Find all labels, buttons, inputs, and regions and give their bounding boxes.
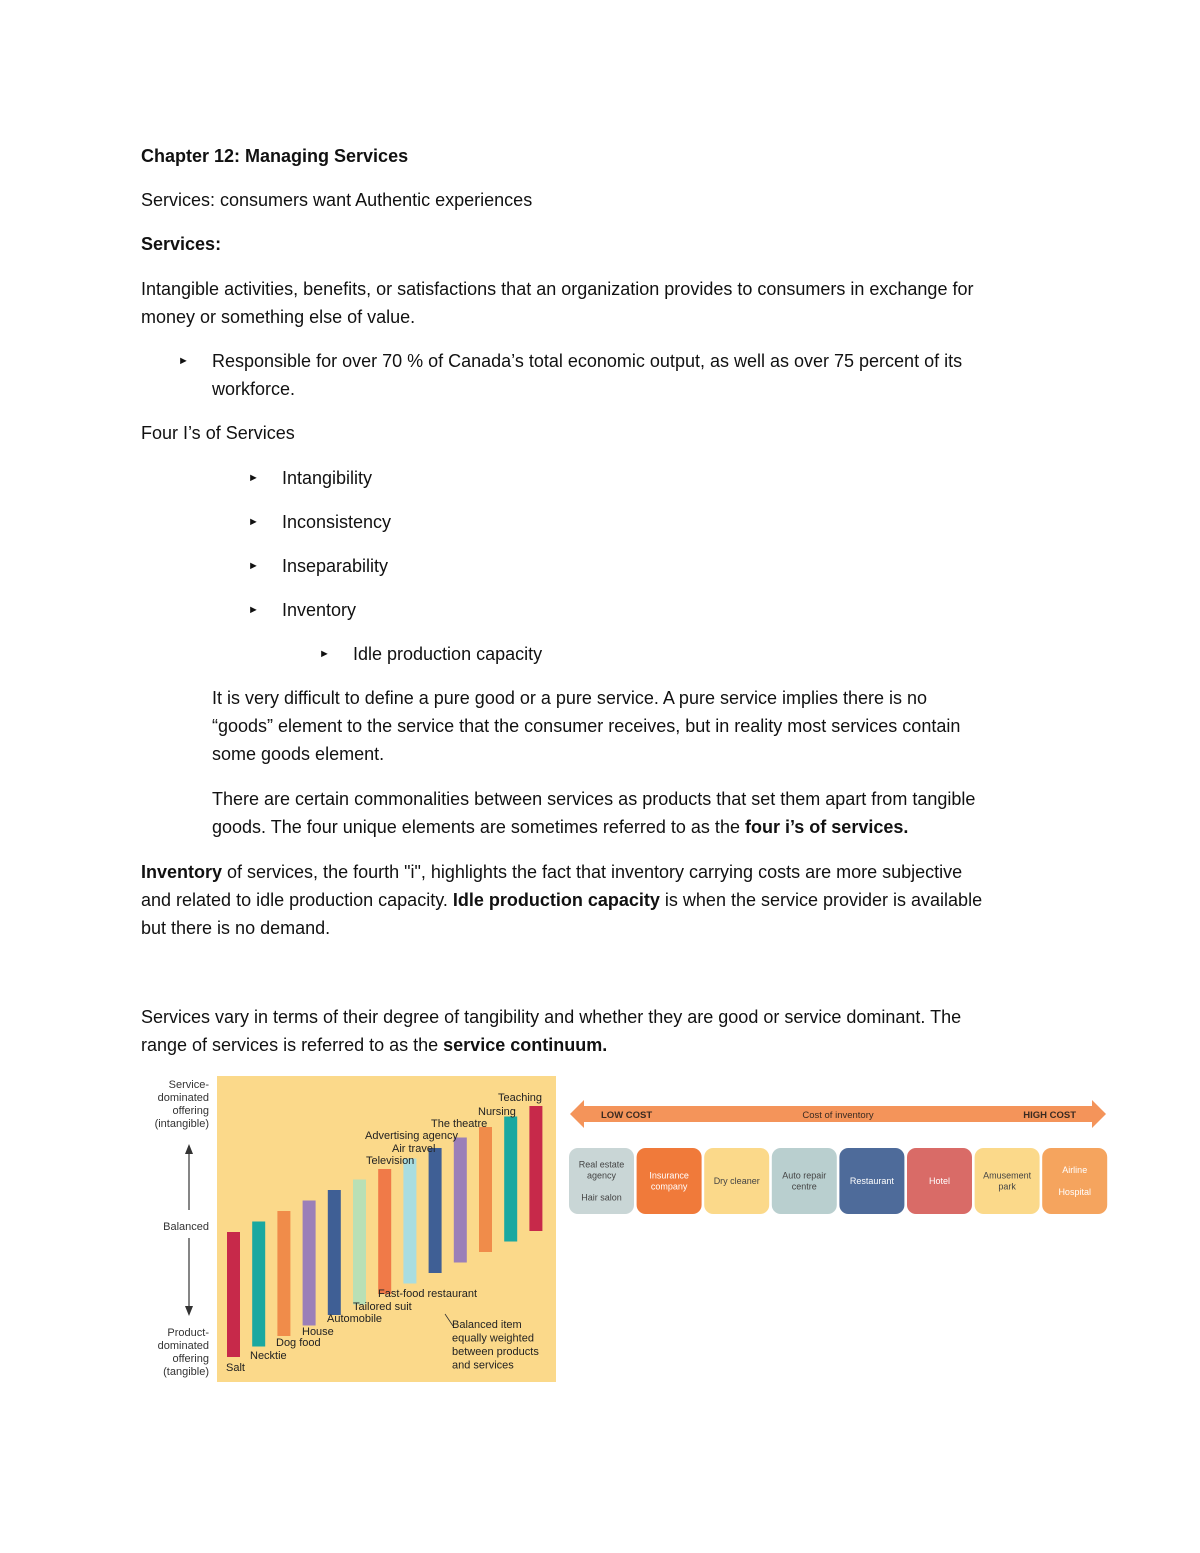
service-chip-label: centre [791,1181,817,1192]
list-item: Intangibility [282,468,373,488]
service-chip [1042,1148,1107,1214]
services-heading: Services: [141,234,222,254]
fact-line-2: workforce. [212,379,296,399]
service-chip-label: Real estate [578,1159,625,1170]
axis-top-label: Service- [168,1079,209,1091]
continuum-bar [479,1127,492,1252]
service-chip-label: Hotel [928,1176,951,1186]
continuum-bar [454,1138,467,1263]
paragraph-3-text: of services, the fourth "i", highlights the fact that inventory carrying costs are more subjective [222,862,963,882]
service-chip [569,1148,634,1214]
continuum-item-label: Necktie [250,1350,287,1362]
continuum-item-label: Dog food [276,1337,321,1349]
service-chip-label: Insurance [649,1170,689,1181]
definition-line-2: money or something else of value. [141,307,416,327]
cost-axis-label: Cost of inventory [802,1110,874,1121]
page-title: Chapter 12: Managing Services [141,146,409,166]
continuum-bar [429,1148,442,1273]
paragraph-4-line-2 [141,1031,607,1059]
service-chip-label: Dry cleaner [713,1176,760,1186]
continuum-bar [328,1190,341,1315]
definition-line-1: Intangible activities, benefits, or satisfactions that an organization provides to consumers in exchange for [141,279,974,299]
service-chip-label: agency [586,1170,617,1181]
service-chip-label: Hair salon [581,1192,622,1203]
idle-capacity-term: Idle production capacity [452,890,660,910]
continuum-item-label: Tailored suit [353,1301,412,1313]
bullet-marker: ► [319,648,330,660]
axis-top-label: dominated [157,1092,209,1104]
paragraph-2-line-2 [212,813,908,841]
bullet-marker: ► [248,516,259,528]
paragraph-2-line-1: There are certain commonalities between services as products that set them apart from tangible [212,789,976,809]
service-chip-label: Airline [1062,1165,1088,1175]
continuum-item-label: Air travel [392,1143,436,1155]
service-chip-label: park [998,1181,1016,1192]
continuum-bar [252,1222,265,1347]
continuum-item-label: Salt [226,1362,245,1374]
continuum-item-label: Television [366,1155,415,1167]
balanced-note-line: Balanced item [452,1319,522,1331]
high-cost-label: HIGH COST [1023,1110,1076,1121]
inventory-term: Inventory [141,862,223,882]
arrowhead-up-icon [185,1144,193,1154]
paragraph-3-text: and related to idle production capacity. [141,890,453,910]
service-continuum-term: service continuum. [443,1035,608,1055]
continuum-bar [504,1117,517,1242]
continuum-bar [378,1169,391,1294]
continuum-bar [403,1159,416,1284]
service-chip-label: Restaurant [849,1176,894,1186]
continuum-item-label: Teaching [498,1092,543,1104]
paragraph-3-line-1 [141,858,962,886]
four-is-heading: Four I’s of Services [141,423,295,443]
service-chip-label: Hospital [1058,1187,1091,1197]
continuum-bar [303,1201,316,1326]
subtitle-line: Services: consumers want Authentic experiences [141,190,533,210]
inventory-cost-figure [566,1092,1112,1222]
paragraph-1-line-3: some goods element. [212,744,385,764]
four-is-term: four i’s of services. [744,817,909,837]
axis-middle-label: Balanced [163,1221,209,1233]
continuum-bar [277,1211,290,1336]
service-chip-label: Amusement [983,1170,1032,1181]
paragraph-4-text: range of services is referred to as the [141,1035,444,1055]
continuum-item-label: House [302,1326,334,1338]
axis-top-label: (intangible) [154,1118,209,1130]
paragraph-3-text: is when the service provider is available [659,890,983,910]
axis-bottom-label: (tangible) [163,1366,209,1378]
continuum-item-label: Automobile [327,1313,383,1325]
paragraph-2-text: goods. The four unique elements are sometimes referred to as the [212,817,745,837]
continuum-item-label: Nursing [478,1106,516,1118]
continuum-bar [529,1106,542,1231]
paragraph-4-line-1: Services vary in terms of their degree of tangibility and whether they are good or service dominant. The [141,1007,962,1027]
axis-bottom-label: Product- [167,1327,209,1339]
bullet-marker: ► [178,355,189,367]
continuum-bar [353,1180,366,1305]
arrowhead-down-icon [185,1306,193,1316]
axis-bottom-label: dominated [157,1340,209,1352]
list-item: Inseparability [282,556,389,576]
paragraph-1-line-1: It is very difficult to define a pure good or a pure service. A pure service implies there is no [212,688,928,708]
service-continuum-figure [140,1074,558,1384]
continuum-item-label: Advertising agency [365,1130,458,1142]
low-cost-label: LOW COST [601,1110,653,1121]
paragraph-1-line-2: “goods” element to the service that the consumer receives, but in reality most services contain [212,716,961,736]
axis-top-label: offering [172,1105,209,1117]
service-chip-label: Auto repair [782,1170,827,1181]
axis-bottom-label: offering [172,1353,209,1365]
continuum-item-label: The theatre [431,1118,488,1130]
list-item: Inconsistency [282,512,392,532]
sub-list-item: Idle production capacity [353,644,543,664]
continuum-item-label: Fast-food restaurant [378,1288,478,1300]
service-chip-label: company [650,1181,688,1192]
list-item: Inventory [282,600,357,620]
balanced-note-line: equally weighted [452,1332,534,1345]
bullet-marker: ► [248,472,259,484]
paragraph-3-line-3: but there is no demand. [141,918,331,938]
bullet-marker: ► [248,604,259,616]
balanced-note-line: and services [452,1359,514,1372]
bullet-marker: ► [248,560,259,572]
paragraph-3-line-2 [141,886,982,914]
fact-line-1: Responsible for over 70 % of Canada’s total economic output, as well as over 75 percent of its [212,351,963,371]
continuum-bar [227,1232,240,1357]
balanced-note-line: between products [452,1346,539,1358]
